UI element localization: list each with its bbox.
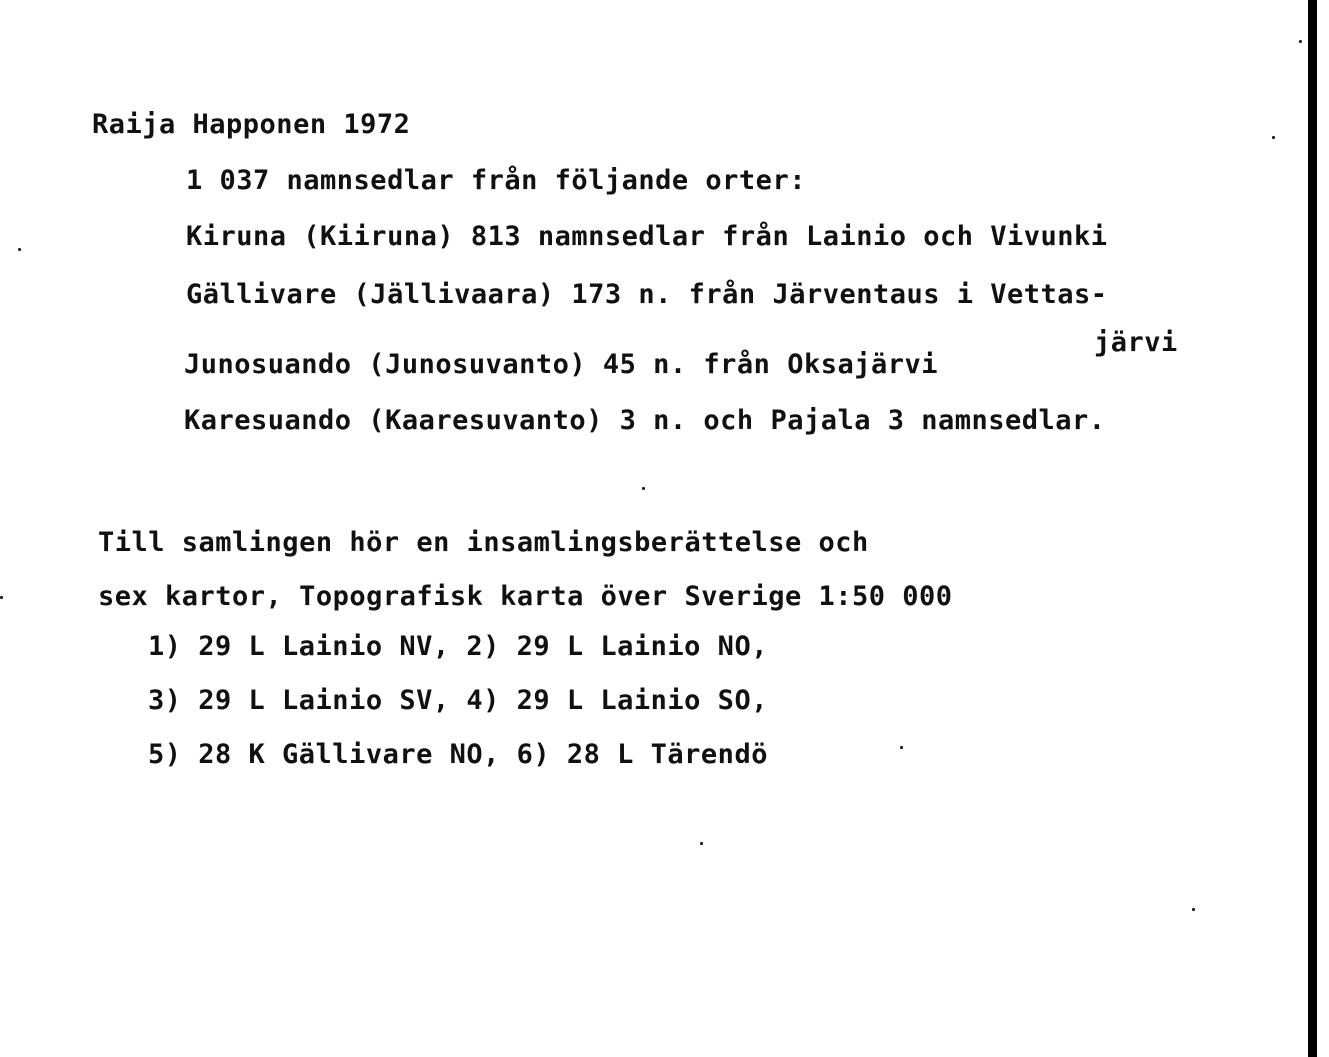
scan-speck [1192,908,1195,911]
location-gallivare-continued: järvi [1094,327,1178,358]
collector-heading: Raija Happonen 1972 [92,109,411,140]
scan-speck [1272,136,1275,139]
maps-line-1: 1) 29 L Lainio NV, 2) 29 L Lainio NO, [148,631,768,662]
summary-line: 1 037 namnsedlar från följande orter: [186,165,806,196]
scan-edge-border [1308,0,1317,1057]
location-kiruna: Kiruna (Kiiruna) 813 namnsedlar från Lainio och Vivunki [186,221,1108,252]
collection-note-line-2: sex kartor, Topografisk karta över Sverige 1:50 000 [98,581,953,612]
scan-speck [900,746,903,749]
collection-note-line-1: Till samlingen hör en insamlingsberättelse och [98,527,869,558]
maps-line-3: 5) 28 K Gällivare NO, 6) 28 L Tärendö [148,739,768,770]
scan-speck [642,487,645,490]
scan-speck [0,596,3,599]
location-gallivare: Gällivare (Jällivaara) 173 n. från Järventaus i Vettas- [186,279,1108,310]
scan-speck [18,248,21,251]
scan-speck [700,842,703,845]
location-junosuando: Junosuando (Junosuvanto) 45 n. från Oksajärvi [184,349,938,380]
maps-line-2: 3) 29 L Lainio SV, 4) 29 L Lainio SO, [148,685,768,716]
location-karesuando: Karesuando (Kaaresuvanto) 3 n. och Pajala 3 namnsedlar. [184,405,1106,436]
scan-speck [1299,40,1302,43]
